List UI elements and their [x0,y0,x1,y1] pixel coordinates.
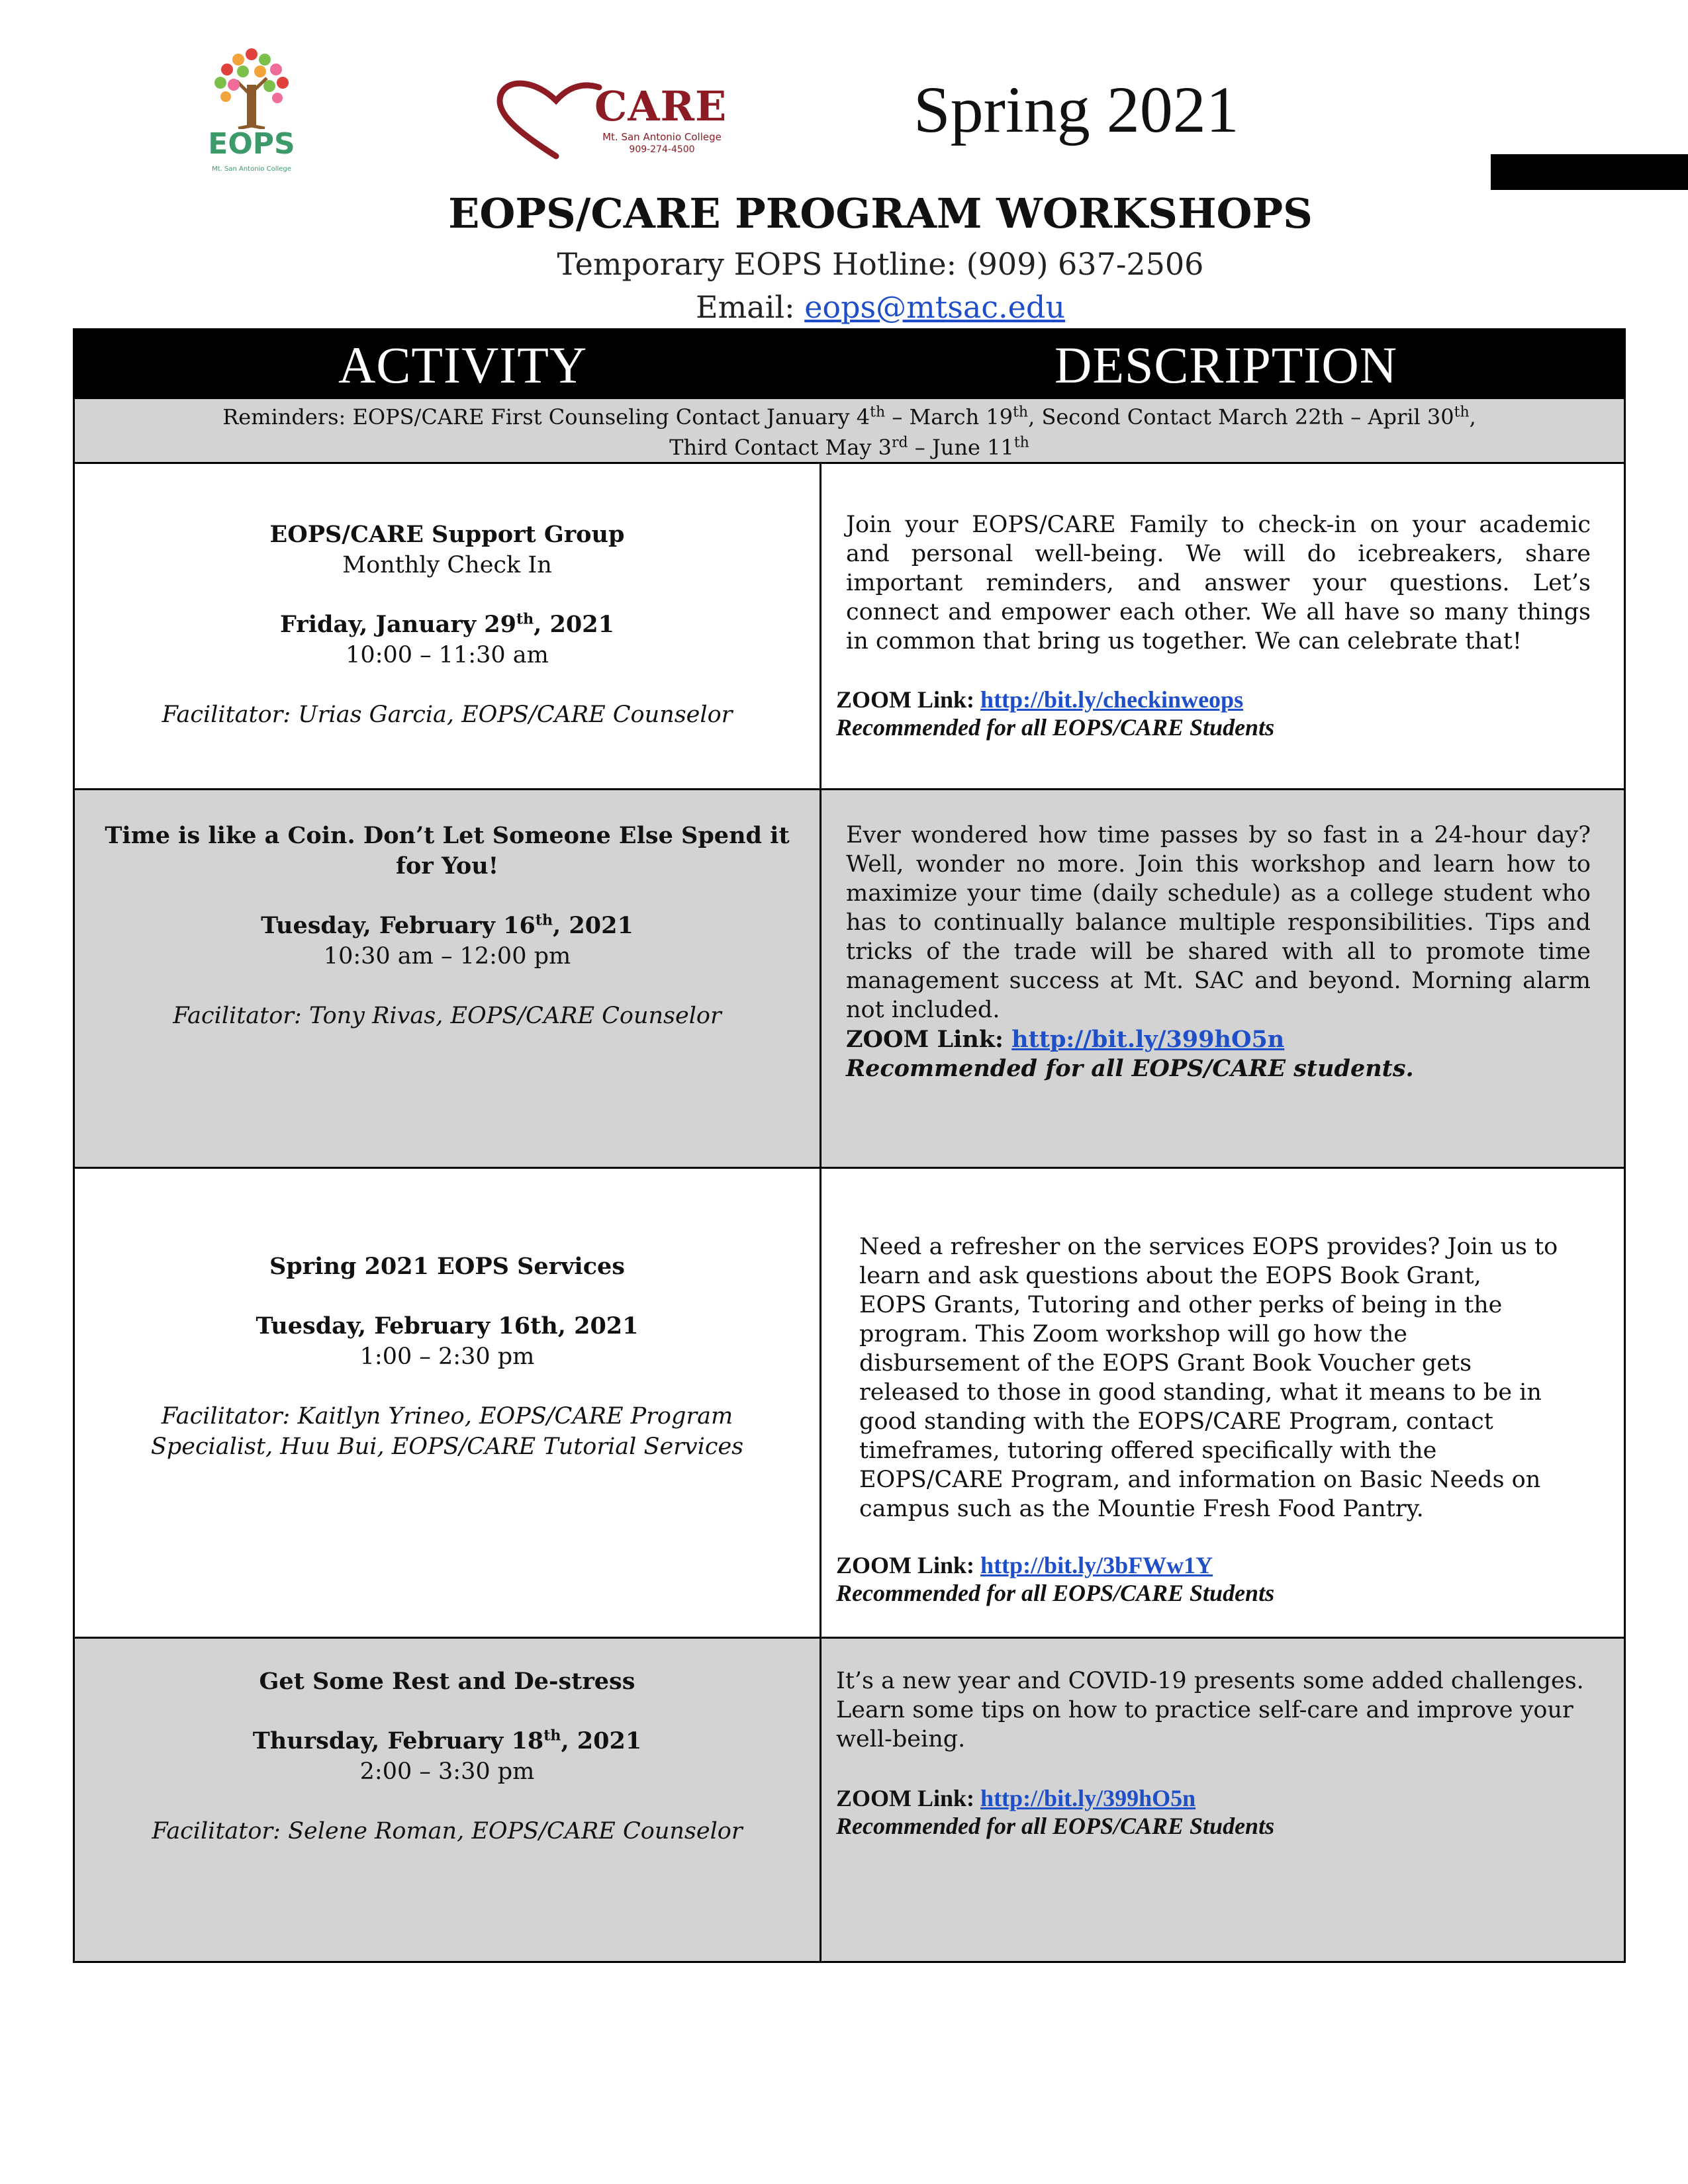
reminder-text: Reminders: EOPS/CARE First Counseling Contact January 4 [222,404,870,430]
eops-logo [202,46,301,179]
date-text: Friday, January 29 [280,611,516,638]
zoom-link[interactable]: http://bit.ly/399hO5n [980,1785,1196,1811]
description-line: Need a refresher on the services EOPS provides? Join us to [859,1234,1558,1260]
workshop-facilitator: Facilitator: Urias Garcia, EOPS/CARE Counselor [162,702,733,728]
description-line: campus such as the Mountie Fresh Food Pantry. [859,1496,1424,1522]
reminder-line-1 [75,402,1624,432]
zoom-block [846,1025,1414,1083]
date-text: Tuesday, February 16 [261,912,536,939]
recommended-note: Recommended for all EOPS/CARE Students [836,1813,1275,1839]
workshop-description: Ever wondered how time passes by so fast in a 24-hour day? Well, wonder no more. Join this workshop and learn how to maximize your time (daily schedule) as a college student who has to continually balance multiple responsibilities. Tips and tricks of the trade will be shared with all to promote time management success at Mt. SAC and beyond. Morning alarm not included. [846,822,1591,1023]
zoom-label: ZOOM Link: [836,686,981,713]
workshop-title: EOPS/CARE Support Group [269,521,625,548]
description-line: EOPS Grants, Tutoring and other perks of being in the [859,1292,1503,1318]
hotline-text: Temporary EOPS Hotline: (909) 637-2506 [557,246,1204,282]
column-header-activity: ACTIVITY [338,336,588,394]
workshop-facilitator: Facilitator: Tony Rivas, EOPS/CARE Counselor [173,1003,722,1029]
date-year: , 2021 [561,1727,642,1754]
date-text: Thursday, February 18 [252,1727,544,1754]
semester-title: Spring 2021 [914,73,1239,146]
reminder-sup: th [870,404,886,421]
workshop-time: 1:00 – 2:30 pm [359,1343,535,1370]
redaction-bar [1491,154,1688,190]
date-sup: th [535,911,553,929]
workshop-title: Time is like a Coin. Don’t Let Someone Else Spend it for You! [105,822,790,880]
reminder-sup: th [1013,404,1029,421]
reminder-text: , Second Contact March 22th – April 30 [1028,404,1454,430]
page-title: EOPS/CARE PROGRAM WORKSHOPS [448,189,1313,238]
zoom-block [836,1551,1274,1607]
workshop-title: Get Some Rest and De-stress [259,1668,635,1695]
workshop-title: Spring 2021 EOPS Services [269,1253,626,1280]
date-year: , 2021 [553,912,633,939]
workshop-description [836,1666,1617,1754]
eops-logo-text: EOPS [208,127,295,161]
description-line: disbursement of the EOPS Grant Book Voucher gets [859,1350,1472,1377]
care-logo-phone: 909-274-4500 [629,144,695,155]
reminder-text: – June 11 [908,435,1014,460]
workshop-facilitator: Facilitator: Selene Roman, EOPS/CARE Counselor [152,1818,743,1844]
zoom-label: ZOOM Link: [846,1026,1012,1053]
reminder-text: , [1469,404,1476,430]
zoom-line [836,686,1274,713]
table-row [75,1639,1624,1961]
date-year: , 2021 [534,611,614,638]
zoom-link[interactable]: http://bit.ly/checkinweops [980,686,1244,713]
column-divider [820,1169,821,1637]
tree-icon [202,46,301,129]
reminder-line-2 [75,432,1624,463]
recommended-note: Recommended for all EOPS/CARE Students [836,714,1275,741]
table-row [75,1169,1624,1639]
recommended-note: Recommended for all EOPS/CARE Students [836,1580,1275,1606]
column-divider [820,790,821,1167]
description-line: good standing with the EOPS/CARE Program, contact [859,1408,1493,1435]
workshop-time: 10:00 – 11:30 am [346,642,549,668]
reminder-sup: rd [892,434,908,451]
care-logo [490,78,728,171]
description-line: EOPS/CARE Program, and information on Basic Needs on [859,1467,1541,1493]
date-sup: th [543,1727,561,1745]
reminder-text: – March 19 [885,404,1013,430]
reminder-sup: th [1454,404,1470,421]
description-line: It’s a new year and COVID-19 presents some added challenges. [836,1668,1584,1694]
column-divider [820,464,821,788]
activity-cell [75,1666,820,1846]
workshop-table [73,328,1626,1963]
zoom-line [836,1784,1274,1812]
reminder-text: Third Contact May 3 [669,435,892,460]
activity-cell [75,520,820,730]
email-line [0,289,1688,325]
care-logo-college: Mt. San Antonio College [602,131,722,143]
recommended-note: Recommended for all EOPS/CARE students. [846,1055,1414,1082]
table-header [75,330,1624,399]
workshop-time: 10:30 am – 12:00 pm [323,943,571,970]
email-link[interactable]: eops@mtsac.edu [804,289,1065,325]
zoom-link[interactable]: http://bit.ly/3bFWw1Y [980,1552,1213,1578]
description-line: learn and ask questions about the EOPS Book Grant, [859,1263,1481,1289]
table-row [75,790,1624,1169]
activity-cell [101,1251,793,1462]
zoom-block [836,686,1274,741]
description-line: Learn some tips on how to practice self-care and improve your [836,1697,1573,1723]
workshop-facilitator: Facilitator: Kaitlyn Yrineo, EOPS/CARE Program Specialist, Huu Bui, EOPS/CARE Tutorial Services [150,1403,744,1460]
workshop-description [859,1232,1620,1524]
description-line: well-being. [836,1726,966,1752]
workshop-date [88,911,806,941]
zoom-block [836,1784,1274,1840]
activity-cell [88,821,806,1031]
workshop-date: Tuesday, February 16th, 2021 [256,1312,639,1340]
zoom-line [846,1025,1414,1054]
column-header-description: DESCRIPTION [1055,336,1398,394]
care-logo-text: CARE [594,82,727,130]
eops-logo-subtext: Mt. San Antonio College [212,165,291,173]
date-sup: th [516,610,534,628]
zoom-label: ZOOM Link: [836,1785,981,1811]
reminder-sup: th [1013,434,1029,451]
zoom-label: ZOOM Link: [836,1552,981,1578]
description-line: timeframes, tutoring offered specifically with the [859,1437,1437,1464]
description-line: released to those in good standing, what it means to be in [859,1379,1542,1406]
zoom-link[interactable]: http://bit.ly/399hO5n [1011,1026,1285,1053]
description-line: program. This Zoom workshop will go how the [859,1321,1407,1347]
column-divider [820,1639,821,1961]
workshop-date [75,610,820,640]
workshop-subtitle: Monthly Check In [342,552,552,578]
workshop-date [75,1726,820,1756]
table-row [75,464,1624,790]
zoom-line [836,1551,1274,1579]
workshop-description: Join your EOPS/CARE Family to check-in on your academic and personal well-being. We will do icebreakers, share important reminders, and answer your questions. Let’s connect and empower each other. We all have so many things in common that bring us together. We can celebrate that! [846,512,1591,655]
workshop-time: 2:00 – 3:30 pm [359,1758,535,1785]
email-label: Email: [696,289,805,325]
reminder-banner [75,399,1624,464]
